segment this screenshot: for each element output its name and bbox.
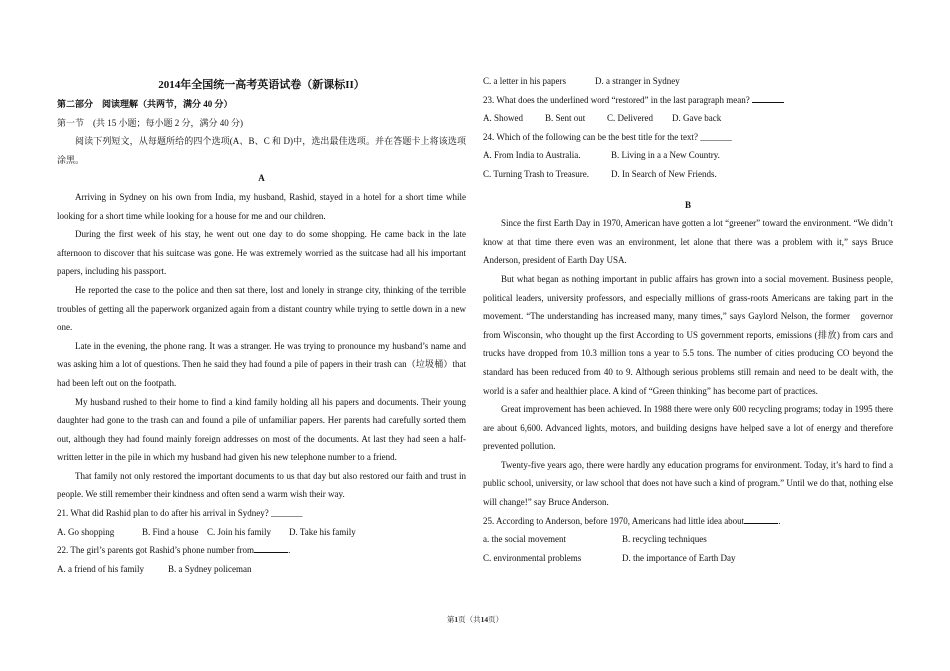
- option: A. Showed: [483, 113, 523, 124]
- option: D. In Search of New Friends.: [611, 168, 717, 179]
- question-22-options-row1: [57, 560, 466, 579]
- left-column: [57, 95, 466, 578]
- question-25-stem: [483, 512, 893, 531]
- answer-blank: [744, 514, 781, 526]
- footer-prefix: 第: [446, 615, 455, 624]
- passage-b-label: B: [684, 199, 691, 210]
- option: A. a friend of his family: [57, 563, 144, 574]
- instructions: 阅读下列短文，从每题所给的四个选项(A、B、C 和 D)中，选出最佳选项。并在答题卡上将该选项涂黑。: [57, 136, 466, 165]
- option: a. the social movement: [483, 534, 566, 545]
- question-25-options-row1: [483, 530, 893, 549]
- passage-a-paragraph: He reported the case to the police and then sat there, lost and lonely in strange city, thinking of the terrible troubles of getting all the paperwork organized again from a distant country while trying to settle down in a new one.: [57, 284, 466, 333]
- option: B. a Sydney policeman: [168, 563, 252, 574]
- right-column: [483, 72, 893, 567]
- option: C. environmental problems: [483, 552, 582, 563]
- question-stem-text: 23. What does the underlined word “restored” in the last paragraph mean?: [483, 94, 750, 105]
- question-22-stem: [57, 541, 466, 560]
- question-stem-end: .: [288, 545, 291, 556]
- passage-a-paragraph: That family not only restored the important documents to us that day but also restored our faith and trust in people. We still remember their kindness and often send a warm wish their way.: [57, 470, 466, 500]
- question-24-stem: 24. Which of the following can be the best title for the text? _______: [483, 131, 732, 142]
- page-footer: [0, 614, 950, 625]
- answer-blank: [254, 543, 291, 556]
- passage-b-paragraph: But what began as nothing important in public affairs has grown into a social movement. Business people, political leaders, university professors, and especially millions of grass-roots Americans are taking part in the movement. “The understanding has increased many, many times,” says Gaylord Nelson, the former governor from Wisconsin, who thought up the first According to US government reports, emissions (排放) from cars and trucks have dropped from 10.3 million tons a year to 5.5 tons. The number of cities producing CO beyond the standard has been reduced from 40 to 9. Although serious problems still remain and need to be dealt with, the world is a safer and healthier place. A kind of “Green thinking” has become part of practices.: [483, 273, 893, 396]
- option: B. Find a house: [142, 526, 199, 537]
- footer-middle: 页（共: [458, 615, 481, 624]
- option: D. Gave back: [672, 113, 722, 124]
- passage-a-paragraph: Late in the evening, the phone rang. It was a stranger. He was trying to pronounce my husband’s name and was asking him a lot of questions. Then he said they had found a pile of papers in their trash can（垃圾桶）that had been left out on the footpath.: [57, 340, 466, 388]
- spacer: [483, 184, 893, 196]
- option: D. the importance of Earth Day: [622, 552, 736, 563]
- option: B. Sent out: [545, 113, 586, 124]
- option: D. a stranger in Sydney: [595, 76, 680, 86]
- question-stem-text: 25. According to Anderson, before 1970, Americans had little idea about: [483, 515, 745, 526]
- passage-b-paragraph: Twenty-five years ago, there were hardly any education programs for environment. Today, it’s hard to find a public school, university, or law school that does not have such a kind of program.” Until we do that, nothing else will change!” say Bruce Anderson.: [483, 459, 893, 508]
- footer-suffix: 页）: [488, 615, 504, 624]
- question-23-options: [483, 109, 893, 128]
- passage-a-paragraph: During the first week of his stay, he went out one day to do some shopping. He came back in the late afternoon to discover that his suitcase was gone. He was extremely worried as the suitcase had all his important papers, including his passport.: [57, 229, 466, 277]
- passage-a-paragraph: My husband rushed to their home to find a kind family holding all his papers and documents. Their young daughter had gone to the trash can and found a pile of unfamiliar papers. Her parents had carefully sorted them out, although they had found mainly foreign addresses on most of the documents. At last they had seen a half-written letter in the pile in which my husband had given his new telephone number to a friend.: [57, 396, 466, 463]
- question-21-options: [57, 523, 466, 542]
- exam-title: 2014年全国统一高考英语试卷（新课标II）: [158, 79, 365, 91]
- passage-b-paragraph: Since the first Earth Day in 1970, American have gotten a lot “greener” toward the environment. “We didn’t know at that time there even was an environment, let alone that there was a problem with it,” says Bruce Anderson, president of Earth Day USA.: [483, 218, 893, 266]
- option: C. a letter in his papers: [483, 76, 566, 86]
- passage-a-label: A: [258, 173, 265, 184]
- section-heading: 第二部分 阅读理解（共两节，满分 40 分）: [57, 99, 233, 109]
- question-stem-text: 22. The girl’s parents got Rashid’s phone number from: [57, 545, 255, 556]
- option: D. Take his family: [289, 526, 356, 537]
- question-21-stem: 21. What did Rashid plan to do after his arrival in Sydney? _______: [57, 508, 303, 519]
- question-stem-end: .: [778, 515, 781, 526]
- passage-a-paragraph: Arriving in Sydney on his own from India, my husband, Rashid, stayed in a hotel for a short time while looking for a short time while looking for a house for me and our children.: [57, 191, 466, 221]
- option: C. Delivered: [607, 113, 653, 124]
- footer-total-pages: 14: [480, 615, 489, 624]
- option: B. Living in a a New Country.: [611, 150, 720, 161]
- option: A. From India to Australia.: [483, 150, 581, 161]
- question-25-options-row2: [483, 549, 893, 568]
- question-24-options-row1: [483, 146, 893, 165]
- option: C. Join his family: [207, 526, 272, 537]
- subsection-heading: 第一节 (共 15 小题；每小题 2 分，满分 40 分): [57, 117, 243, 128]
- footer-page-number: 1: [454, 615, 459, 624]
- answer-blank: [752, 93, 784, 103]
- question-23-stem: [483, 91, 893, 110]
- option: A. Go shopping: [57, 526, 115, 537]
- question-22-options-row2: [483, 72, 893, 91]
- passage-b-paragraph: Great improvement has been achieved. In 1988 there were only 600 recycling programs; today in 1995 there are about 6,600. Advanced lights, motors, and building designs have helped save a lot of energy and therefore prevented pollution.: [483, 404, 893, 452]
- option: B. recycling techniques: [622, 534, 707, 545]
- question-24-options-row2: [483, 165, 893, 184]
- option: C. Turning Trash to Treasure.: [483, 168, 590, 179]
